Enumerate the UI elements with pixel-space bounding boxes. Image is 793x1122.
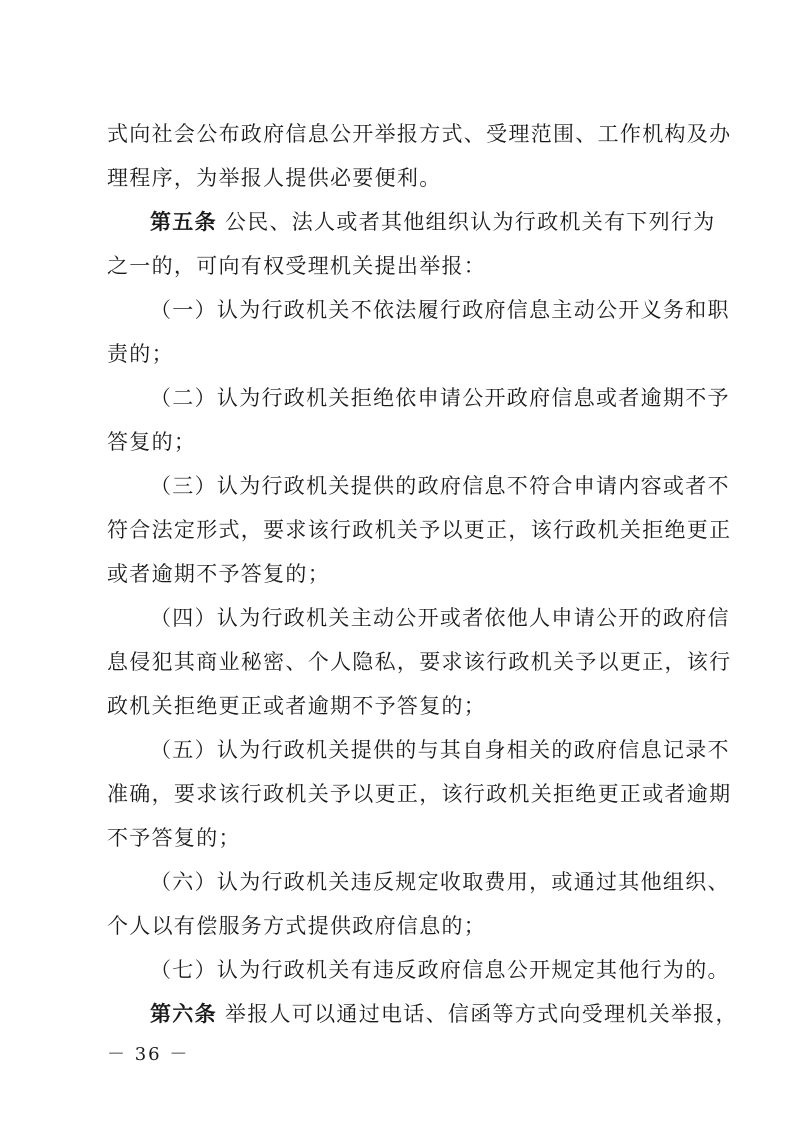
text-line: 理程序，为举报人提供必要便利。	[107, 166, 442, 190]
list-item-2: （二）认为行政机关拒绝依申请公开政府信息或者逾期不予	[150, 386, 730, 410]
text-line: 政机关拒绝更正或者逾期不予答复的；	[107, 694, 487, 718]
text-line: 或者逾期不予答复的；	[107, 562, 330, 586]
article-5-paragraph	[150, 208, 740, 236]
list-item-1: （一）认为行政机关不依法履行政府信息主动公开义务和职	[150, 298, 730, 322]
text-line: 符合法定形式，要求该行政机关予以更正，该行政机关拒绝更正	[107, 518, 732, 542]
list-item-4: （四）认为行政机关主动公开或者依他人申请公开的政府信	[150, 606, 730, 630]
text-line: 式向社会公布政府信息公开举报方式、受理范围、工作机构及办	[107, 122, 732, 146]
list-item-6: （六）认为行政机关违反规定收取费用，或通过其他组织、	[150, 870, 730, 894]
text-line: 不予答复的；	[107, 826, 241, 850]
article-6-label: 第六条	[150, 1002, 217, 1026]
text-line: 个人以有偿服务方式提供政府信息的；	[107, 914, 487, 938]
page-number: － 36 －	[107, 1044, 190, 1065]
list-item-5: （五）认为行政机关提供的与其自身相关的政府信息记录不	[150, 738, 730, 762]
list-item-7: （七）认为行政机关有违反政府信息公开规定其他行为的。	[150, 958, 730, 982]
text-line: 息侵犯其商业秘密、个人隐私，要求该行政机关予以更正，该行	[107, 650, 732, 674]
text-line: 答复的；	[107, 430, 197, 454]
text-line: 准确，要求该行政机关予以更正，该行政机关拒绝更正或者逾期	[107, 782, 732, 806]
article-6-text: 举报人可以通过电话、信函等方式向受理机关举报，	[224, 1002, 738, 1026]
text-line: 之一的，可向有权受理机关提出举报：	[107, 254, 487, 278]
article-5-text: 公民、法人或者其他组织认为行政机关有下列行为	[224, 210, 716, 234]
article-5-label: 第五条	[150, 210, 217, 234]
text-line: 责的；	[107, 342, 174, 366]
article-6-paragraph	[150, 1000, 740, 1028]
list-item-3: （三）认为行政机关提供的政府信息不符合申请内容或者不	[150, 474, 730, 498]
